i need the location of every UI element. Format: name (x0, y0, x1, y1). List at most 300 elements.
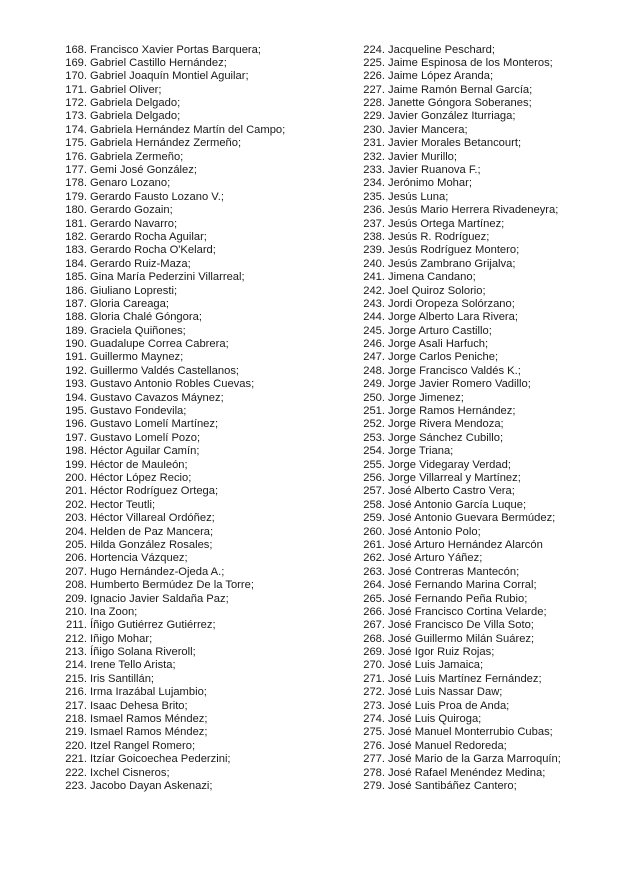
list-item (360, 177, 630, 190)
list-item (62, 552, 342, 565)
entry-number: 257. (363, 485, 385, 498)
entry-number: 236. (363, 204, 385, 217)
list-item (360, 137, 630, 150)
entry-number: 173. (65, 110, 87, 123)
list-item (360, 539, 630, 552)
list-item (360, 499, 630, 512)
entry-name: Gustavo Fondevila; (90, 405, 187, 418)
list-item (360, 646, 630, 659)
entry-number: 266. (363, 605, 385, 618)
list-item (360, 311, 630, 324)
list-item (62, 418, 342, 431)
entry-name: Jorge Villarreal y Martínez; (388, 472, 521, 484)
entry-number: 204. (65, 525, 87, 538)
entry-name: Itzel Rangel Romero; (90, 739, 196, 752)
entry-number: 203. (65, 512, 87, 525)
entry-number: 224. (363, 43, 385, 56)
entry-name: Francisco Xavier Portas Barquera; (90, 43, 261, 56)
entry-name: José Luis Proa de Anda; (388, 699, 510, 712)
entry-number: 185. (65, 271, 87, 284)
entry-name: Gerardo Rocha Aguilar; (90, 230, 207, 243)
list-item (62, 499, 342, 512)
entry-name: Javier Ruanova F.; (388, 164, 481, 177)
entry-number: 251. (363, 405, 385, 418)
list-item (360, 244, 630, 257)
entry-name: Héctor López Recio; (90, 472, 192, 484)
entry-name: Irma Irazábal Lujambio; (90, 686, 207, 699)
entry-name: Jacqueline Peschard; (388, 43, 495, 56)
list-item (360, 325, 630, 338)
entry-name: Giuliano Lopresti; (90, 284, 178, 297)
entry-name: José Antonio Polo; (388, 525, 481, 538)
entry-name: Jesús Luna; (388, 190, 449, 203)
entry-number: 175. (65, 137, 87, 150)
left-name-list (62, 44, 342, 794)
entry-name: Gerardo Rocha O'Kelard; (90, 244, 216, 257)
entry-number: 227. (363, 83, 385, 96)
entry-number: 202. (65, 498, 87, 511)
entry-name: José Luis Jamaica; (388, 659, 484, 672)
entry-number: 233. (363, 164, 385, 177)
list-item (62, 378, 342, 391)
entry-number: 213. (65, 646, 87, 659)
list-item (62, 338, 342, 351)
entry-number: 223. (65, 779, 87, 792)
entry-name: Gabriela Hernández Martín del Campo; (90, 123, 286, 136)
entry-name: José Manuel Redoreda; (388, 739, 507, 752)
list-item (62, 392, 342, 405)
list-item (360, 57, 630, 70)
entry-name: Ismael Ramos Méndez; (90, 726, 208, 739)
entry-number: 170. (65, 70, 87, 83)
entry-number: 269. (363, 646, 385, 659)
entry-name: Hugo Hernández-Ojeda A.; (90, 565, 225, 578)
list-item (62, 767, 342, 780)
entry-number: 171. (65, 83, 87, 96)
entry-name: Jaime Ramón Bernal García; (388, 83, 533, 96)
entry-name: Guadalupe Correa Cabrera; (90, 338, 229, 351)
entry-number: 205. (65, 538, 87, 551)
entry-name: Jorge Sánchez Cubillo; (388, 431, 504, 444)
entry-number: 214. (65, 659, 87, 672)
entry-name: José Santibáñez Cantero; (388, 779, 517, 792)
entry-name: Gabriela Delgado; (90, 97, 181, 110)
entry-number: 197. (65, 431, 87, 444)
entry-number: 222. (65, 766, 87, 779)
entry-name: Gabriel Joaquín Montiel Aguilar; (90, 70, 249, 83)
entry-name: Jorge Triana; (388, 445, 454, 458)
entry-name: Jorge Arturo Castillo; (388, 324, 492, 337)
entry-number: 273. (363, 699, 385, 712)
entry-name: Javier Morales Betancourt; (388, 137, 522, 150)
entry-number: 221. (65, 753, 87, 766)
entry-number: 264. (363, 579, 385, 592)
list-item (62, 285, 342, 298)
entry-name: Jaime Espinosa de los Monteros; (388, 56, 553, 69)
list-item (62, 405, 342, 418)
entry-number: 244. (363, 311, 385, 324)
list-item (62, 97, 342, 110)
entry-number: 193. (65, 378, 87, 391)
entry-number: 231. (363, 137, 385, 150)
list-item (360, 258, 630, 271)
list-item (360, 726, 630, 739)
list-item (360, 70, 630, 83)
entry-number: 256. (363, 472, 385, 484)
entry-number: 186. (65, 284, 87, 297)
entry-name: Graciela Quiñones; (90, 324, 186, 337)
list-item (62, 686, 342, 699)
list-item (62, 646, 342, 659)
entry-number: 252. (363, 418, 385, 431)
entry-number: 168. (65, 43, 87, 56)
list-item (360, 298, 630, 311)
entry-name: Gerardo Fausto Lozano V.; (90, 190, 224, 203)
entry-number: 194. (65, 391, 87, 404)
entry-number: 181. (65, 217, 87, 230)
list-item (62, 137, 342, 150)
entry-number: 229. (363, 110, 385, 123)
entry-number: 217. (65, 699, 87, 712)
entry-name: Gabriel Oliver; (90, 83, 162, 96)
entry-name: Jacobo Dayan Askenazi; (90, 779, 213, 792)
entry-number: 196. (65, 418, 87, 431)
list-item (62, 753, 342, 766)
entry-number: 184. (65, 257, 87, 270)
entry-number: 243. (363, 297, 385, 310)
list-item (360, 780, 630, 793)
entry-number: 191. (65, 351, 87, 364)
entry-name: José Antonio García Luque; (388, 498, 527, 511)
entry-name: Gustavo Lomelí Martínez; (90, 418, 219, 431)
entry-name: Irene Tello Arista; (90, 659, 176, 672)
list-item (62, 124, 342, 137)
list-item (62, 445, 342, 458)
entry-number: 239. (363, 244, 385, 257)
list-item (360, 285, 630, 298)
list-item (62, 110, 342, 123)
entry-name: Jorge Carlos Peniche; (388, 351, 499, 364)
entry-name: Íñigo Solana Riveroll; (90, 646, 196, 659)
list-item (360, 432, 630, 445)
entry-number: 260. (363, 525, 385, 538)
entry-number: 271. (363, 672, 385, 685)
list-item (360, 713, 630, 726)
entry-number: 210. (65, 605, 87, 618)
entry-number: 237. (363, 217, 385, 230)
entry-number: 180. (65, 204, 87, 217)
list-item (62, 579, 342, 592)
list-item (360, 191, 630, 204)
list-item (360, 164, 630, 177)
entry-name: Jesús Rodríguez Montero; (388, 244, 520, 257)
entry-name: Iñigo Mohar; (90, 632, 153, 645)
entry-number: 212. (65, 632, 87, 645)
entry-name: Gustavo Cavazos Máynez; (90, 391, 224, 404)
entry-name: Hector Teutli; (90, 498, 156, 511)
entry-name: Gabriela Delgado; (90, 110, 181, 123)
entry-number: 188. (65, 311, 87, 324)
list-item (62, 311, 342, 324)
entry-number: 174. (65, 123, 87, 136)
entry-name: Javier González Iturriaga; (388, 110, 516, 123)
entry-number: 230. (363, 123, 385, 136)
list-item (62, 459, 342, 472)
entry-number: 201. (65, 485, 87, 498)
list-item (62, 204, 342, 217)
list-item (360, 151, 630, 164)
list-item (62, 191, 342, 204)
entry-number: 209. (65, 592, 87, 605)
list-item (360, 633, 630, 646)
entry-number: 235. (363, 190, 385, 203)
list-item (360, 392, 630, 405)
list-item (360, 767, 630, 780)
entry-number: 272. (363, 686, 385, 699)
entry-number: 199. (65, 458, 87, 471)
entry-number: 253. (363, 431, 385, 444)
entry-name: Jorge Jimenez; (388, 391, 464, 404)
entry-name: José Fernando Marina Corral; (388, 579, 537, 592)
entry-number: 225. (363, 56, 385, 69)
entry-number: 278. (363, 766, 385, 779)
entry-number: 207. (65, 565, 87, 578)
list-item (360, 740, 630, 753)
list-item (360, 526, 630, 539)
entry-name: José Mario de la Garza Marroquín; (388, 753, 561, 766)
entry-number: 176. (65, 150, 87, 163)
entry-number: 179. (65, 190, 87, 203)
entry-number: 192. (65, 364, 87, 377)
entry-number: 234. (363, 177, 385, 190)
list-item (360, 619, 630, 632)
list-item (360, 405, 630, 418)
list-item (360, 378, 630, 391)
entry-number: 265. (363, 592, 385, 605)
list-item (62, 659, 342, 672)
entry-name: Héctor Rodríguez Ortega; (90, 485, 219, 498)
entry-number: 198. (65, 445, 87, 458)
entry-name: José Francisco Cortina Velarde; (388, 605, 547, 618)
list-item (360, 84, 630, 97)
entry-name: Gabriela Zermeño; (90, 150, 184, 163)
list-item (62, 57, 342, 70)
entry-number: 270. (363, 659, 385, 672)
entry-number: 195. (65, 405, 87, 418)
entry-number: 187. (65, 297, 87, 310)
list-item (62, 673, 342, 686)
entry-name: José Contreras Mantecón; (388, 565, 520, 578)
entry-number: 241. (363, 271, 385, 284)
entry-name: Jesús Zambrano Grijalva; (388, 257, 516, 270)
list-item (360, 512, 630, 525)
list-item (62, 298, 342, 311)
entry-name: Jorge Alberto Lara Rivera; (388, 311, 518, 324)
entry-number: 216. (65, 686, 87, 699)
entry-name: Iris Santillán; (90, 672, 155, 685)
entry-name: Humberto Bermúdez De la Torre; (90, 579, 254, 592)
list-item (62, 472, 342, 485)
entry-number: 246. (363, 338, 385, 351)
entry-number: 254. (363, 445, 385, 458)
entry-number: 183. (65, 244, 87, 257)
list-item (360, 418, 630, 431)
entry-name: Jimena Candano; (388, 271, 476, 284)
list-item (62, 244, 342, 257)
entry-name: Javier Mancera; (388, 123, 468, 136)
list-item (360, 753, 630, 766)
entry-name: Javier Murillo; (388, 150, 458, 163)
entry-name: José Igor Ruiz Rojas; (388, 646, 495, 659)
entry-number: 248. (363, 364, 385, 377)
entry-name: José Luis Quiroga; (388, 713, 482, 726)
entry-number: 215. (65, 672, 87, 685)
entry-number: 268. (363, 632, 385, 645)
entry-name: Íñigo Gutiérrez Gutiérrez; (90, 619, 216, 632)
entry-name: Gustavo Lomelí Pozo; (90, 431, 201, 444)
list-item (62, 432, 342, 445)
list-item (360, 231, 630, 244)
list-item (360, 44, 630, 57)
entry-number: 279. (363, 779, 385, 792)
entry-name: Gemi José González; (90, 164, 197, 177)
list-item (360, 459, 630, 472)
list-item (360, 124, 630, 137)
entry-name: Itzíar Goicoechea Pederzini; (90, 753, 231, 766)
entry-number: 262. (363, 552, 385, 565)
entry-name: Jesús R. Rodríguez; (388, 230, 490, 243)
entry-name: Jorge Videgaray Verdad; (388, 458, 511, 471)
list-item (62, 566, 342, 579)
entry-name: Guillermo Maynez; (90, 351, 184, 364)
entry-name: Gerardo Navarro; (90, 217, 178, 230)
entry-name: Jorge Asali Harfuch; (388, 338, 489, 351)
list-item (360, 472, 630, 485)
entry-name: Ignacio Javier Saldaña Paz; (90, 592, 229, 605)
entry-name: Jorge Ramos Hernández; (388, 405, 516, 418)
list-item (62, 526, 342, 539)
list-item (360, 365, 630, 378)
entry-number: 249. (363, 378, 385, 391)
list-item (62, 70, 342, 83)
entry-number: 177. (65, 164, 87, 177)
list-item (360, 673, 630, 686)
entry-name: Janette Góngora Soberanes; (388, 97, 532, 110)
entry-name: José Alberto Castro Vera; (388, 485, 515, 498)
entry-name: José Manuel Monterrubio Cubas; (388, 726, 553, 739)
list-item (62, 485, 342, 498)
list-item (62, 740, 342, 753)
list-item (360, 338, 630, 351)
entry-name: Ina Zoon; (90, 605, 138, 618)
entry-number: 226. (363, 70, 385, 83)
entry-name: Hilda González Rosales; (90, 538, 213, 551)
entry-name: Hortencia Vázquez; (90, 552, 188, 565)
entry-number: 218. (65, 713, 87, 726)
list-item (62, 177, 342, 190)
entry-number: 172. (65, 97, 87, 110)
entry-number: 258. (363, 498, 385, 511)
entry-name: José Guillermo Milán Suárez; (388, 632, 535, 645)
list-item (62, 218, 342, 231)
entry-name: Jaime López Aranda; (388, 70, 494, 83)
list-item (360, 351, 630, 364)
list-item (62, 258, 342, 271)
list-item (62, 633, 342, 646)
list-item (62, 151, 342, 164)
entry-name: José Rafael Menéndez Medina; (388, 766, 546, 779)
entry-number: 247. (363, 351, 385, 364)
entry-name: José Francisco De Villa Soto; (388, 619, 534, 632)
list-item (360, 485, 630, 498)
list-item (62, 365, 342, 378)
entry-name: Genaro Lozano; (90, 177, 171, 190)
entry-number: 208. (65, 579, 87, 592)
entry-name: Gabriela Hernández Zermeño; (90, 137, 242, 150)
entry-number: 219. (65, 726, 87, 739)
list-item (360, 110, 630, 123)
entry-number: 220. (65, 739, 87, 752)
entry-name: Jorge Francisco Valdés K.; (388, 364, 521, 377)
list-item (62, 700, 342, 713)
entry-name: Ismael Ramos Méndez; (90, 713, 208, 726)
list-item (360, 204, 630, 217)
list-item (360, 445, 630, 458)
entry-name: Jorge Javier Romero Vadillo; (388, 378, 531, 391)
list-item (62, 231, 342, 244)
entry-number: 275. (363, 726, 385, 739)
entry-name: Ixchel Cisneros; (90, 766, 170, 779)
entry-name: Helden de Paz Mancera; (90, 525, 214, 538)
entry-name: Gloria Chalé Góngora; (90, 311, 202, 324)
entry-number: 228. (363, 97, 385, 110)
entry-name: Gina María Pederzini Villarreal; (90, 271, 245, 284)
list-item (360, 593, 630, 606)
list-item (360, 606, 630, 619)
entry-number: 178. (65, 177, 87, 190)
list-item (62, 713, 342, 726)
entry-name: Héctor Villareal Ordóñez; (90, 512, 215, 525)
entry-name: Jesús Mario Herrera Rivadeneyra; (388, 204, 559, 217)
list-item (360, 700, 630, 713)
list-item (62, 351, 342, 364)
entry-number: 277. (363, 753, 385, 766)
entry-name: Héctor de Mauleón; (90, 458, 188, 471)
entry-number: 267. (363, 619, 385, 632)
entry-name: José Luis Martínez Fernández; (388, 672, 542, 685)
list-item (360, 579, 630, 592)
entry-number: 232. (363, 150, 385, 163)
entry-name: Joel Quiroz Solorio; (388, 284, 486, 297)
list-item (62, 539, 342, 552)
entry-name: Jorge Rivera Mendoza; (388, 418, 504, 431)
list-item (62, 271, 342, 284)
right-name-list (360, 44, 630, 794)
entry-number: 242. (363, 284, 385, 297)
list-item (62, 606, 342, 619)
entry-number: 190. (65, 338, 87, 351)
entry-number: 274. (363, 713, 385, 726)
entry-number: 200. (65, 472, 87, 484)
entry-name: José Arturo Hernández Alarcón (388, 538, 543, 551)
entry-name: Jesús Ortega Martínez; (388, 217, 505, 230)
entry-number: 250. (363, 391, 385, 404)
entry-number: 182. (65, 230, 87, 243)
entry-name: Gloria Careaga; (90, 297, 169, 310)
list-item (62, 593, 342, 606)
list-item (360, 271, 630, 284)
list-item (360, 659, 630, 672)
